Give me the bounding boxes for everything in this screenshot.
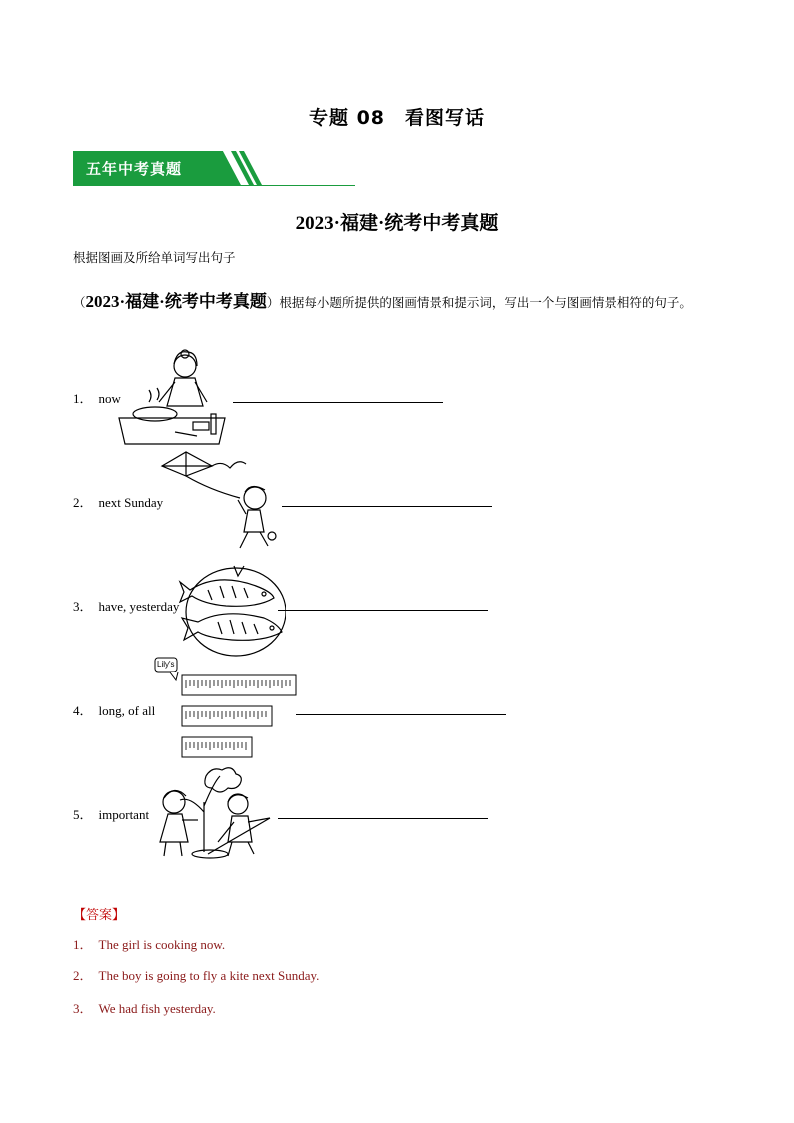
question-5 — [73, 804, 149, 823]
question-hint: long, of all — [98, 703, 156, 718]
answer-number: 3． — [73, 1001, 93, 1016]
section-subtitle: 2023·福建·统考中考真题 — [295, 213, 499, 234]
answer-text: The girl is cooking now. — [98, 937, 226, 952]
question-hint: next Sunday — [98, 495, 164, 510]
answer-item-1 — [73, 934, 225, 953]
answer-line-2[interactable] — [282, 506, 492, 507]
intro-text: ）根据每小题所提供的图画情景和提示词，写出一个与图画情景相符的句子。 — [266, 295, 692, 310]
question-number: 2． — [73, 495, 93, 510]
boy-flying-kite-icon — [160, 450, 285, 555]
children-planting-tree-icon — [148, 762, 282, 860]
fish-plate-icon — [178, 562, 286, 658]
question-1 — [73, 388, 121, 407]
intro-paragraph — [73, 284, 733, 321]
question-hint: have, yesterday — [98, 599, 180, 614]
question-hint: important — [98, 807, 150, 822]
rulers-icon — [150, 656, 300, 760]
answer-line-1[interactable] — [233, 402, 443, 403]
question-4 — [73, 700, 155, 719]
question-hint: now — [98, 391, 121, 406]
intro-open: （ — [73, 295, 86, 310]
answer-item-2 — [73, 965, 319, 984]
question-number: 4． — [73, 703, 93, 718]
banner-label: 五年中考真题 — [86, 160, 183, 178]
instruction: 根据图画及所给单词写出句子 — [73, 250, 236, 265]
answer-text: We had fish yesterday. — [98, 1001, 216, 1016]
answer-text: The boy is going to fly a kite next Sunday. — [98, 968, 320, 983]
answer-line-5[interactable] — [278, 818, 488, 819]
answer-item-3 — [73, 998, 216, 1017]
question-number: 1． — [73, 391, 93, 406]
woman-cooking-icon — [115, 344, 235, 448]
answer-line-4[interactable] — [296, 714, 506, 715]
answer-number: 1． — [73, 937, 93, 952]
answer-line-3[interactable] — [278, 610, 488, 611]
question-number: 5． — [73, 807, 93, 822]
intro-source: 2023·福建·统考中考真题 — [85, 292, 267, 311]
question-number: 3． — [73, 599, 93, 614]
answer-heading: 【答案】 — [73, 908, 126, 923]
page-title: 专题 08 看图写话 — [308, 107, 486, 129]
question-3 — [73, 596, 179, 615]
question-2 — [73, 492, 163, 511]
answer-number: 2． — [73, 968, 93, 983]
ruler-label: Lily's — [157, 660, 175, 669]
